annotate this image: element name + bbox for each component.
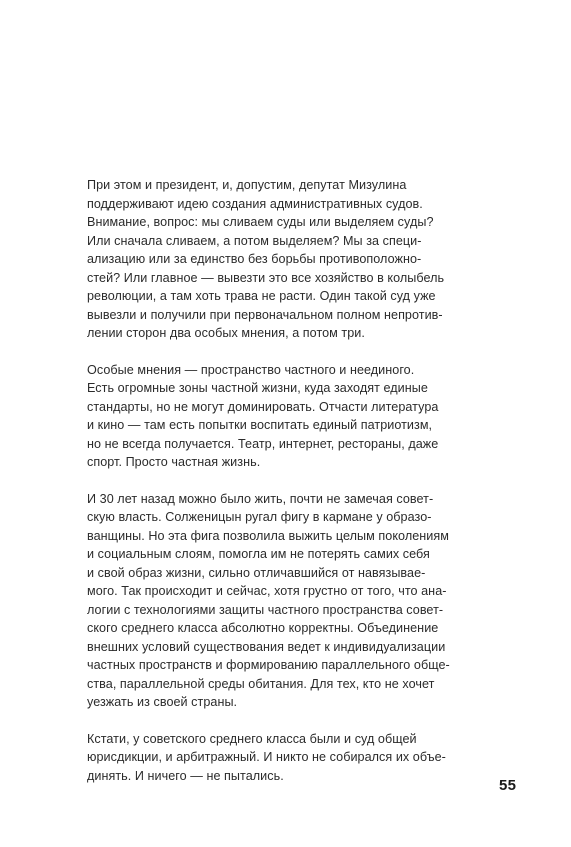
text-line: стандарты, но не могут доминировать. Отчасти литература [87,399,439,414]
text-line: но не всегда получается. Театр, интернет, рестораны, даже [87,436,439,451]
text-line: поддерживают идею создания административных судов. [87,196,423,211]
paragraph-1 [87,176,467,343]
text-line: и свой образ жизни, сильно отличавшийся от навязывае- [87,565,426,580]
text-line: И 30 лет назад можно было жить, почти не замечая совет- [87,491,434,506]
text-line: Кстати, у советского среднего класса были и суд общей [87,731,417,746]
paragraph-2 [87,361,467,472]
text-line: скую власть. Солженицын ругал фигу в кармане у образо- [87,510,432,524]
text-line: спорт. Просто частная жизнь. [87,455,261,469]
text-line: и социальным слоям, помогла им не потерять самих себя [87,547,430,561]
text-line: революции, а там хоть трава не расти. Один такой суд уже [87,289,436,303]
text-line: ализацию или за единство без борьбы противоположно- [87,252,422,266]
text-line: уезжать из своей страны. [87,695,238,709]
page-number: 55 [499,777,517,794]
text-line: внешних условий существования ведет к индивидуализации [87,639,446,654]
text-line: лении сторон два особых мнения, а потом три. [87,326,365,340]
text-line: мого. Так происходит и сейчас, хотя грустно от того, что ана- [87,584,447,598]
text-line: динять. И ничего — не пытались. [87,768,284,783]
text-line: ванщины. Но эта фига позволила выжить целым поколениям [87,528,449,543]
text-line: и кино — там есть попытки воспитать единый патриотизм, [87,418,433,432]
text-line: вывезли и получили при первоначальном полном непротив- [87,307,443,322]
text-line: Внимание, вопрос: мы сливаем суды или выделяем суды? [87,215,434,229]
text-line: частных пространств и формированию параллельного обще- [87,658,450,672]
paragraph-3 [87,490,467,712]
paragraph-4 [87,730,467,786]
text-line: ского среднего класса абсолютно корректны. Объединение [87,621,439,635]
text-line: ства, параллельной среды обитания. Для тех, кто не хочет [87,676,435,691]
text-line: стей? Или главное — вывезти это все хозяйство в колыбель [87,270,445,285]
body-text [87,176,467,803]
text-line: Есть огромные зоны частной жизни, куда заходят единые [87,381,428,395]
text-line: юрисдикции, и арбитражный. И никто не собирался их объе- [87,750,446,764]
text-line: логии с технологиями защиты частного пространства совет- [87,602,444,617]
text-line: При этом и президент, и, допустим, депутат Мизулина [87,178,407,192]
text-line: Особые мнения — пространство частного и неединого. [87,362,415,377]
text-line: Или сначала сливаем, а потом выделяем? Мы за специ- [87,233,422,248]
